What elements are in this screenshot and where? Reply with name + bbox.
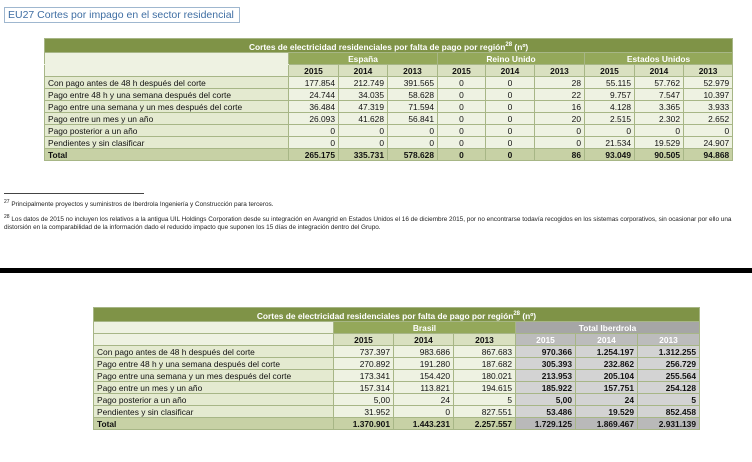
section-heading: EU27 Cortes por impago en el sector residencial xyxy=(4,7,240,23)
cell-value: 256.729 xyxy=(638,358,700,370)
cell-value: 0 xyxy=(585,125,635,137)
table1-year-col-1: 2014 xyxy=(339,65,388,77)
cell-value: 71.594 xyxy=(388,101,438,113)
cell-value: 0 xyxy=(438,77,486,89)
cell-value: 94.868 xyxy=(684,149,733,161)
cell-value: 2.515 xyxy=(585,113,635,125)
cell-value: 970.366 xyxy=(516,346,576,358)
row-label-pago-entre-una-semana-y-un-mes-despues-del-corte: Pago entre una semana y un mes después del corte xyxy=(94,370,334,382)
cell-value: 0 xyxy=(438,125,486,137)
row-label-pago-entre-una-semana-y-un-mes-despues-del-corte: Pago entre una semana y un mes después del corte xyxy=(45,101,289,113)
cell-value: 0 xyxy=(486,125,535,137)
cell-value: 194.615 xyxy=(454,382,516,394)
cell-value: 254.128 xyxy=(638,382,700,394)
cell-value: 1.254.197 xyxy=(576,346,638,358)
cell-value: 5 xyxy=(638,394,700,406)
cell-value: 24 xyxy=(576,394,638,406)
cell-value: 305.393 xyxy=(516,358,576,370)
table-row xyxy=(94,382,700,394)
cell-value: 47.319 xyxy=(339,101,388,113)
row-label-pago-entre-48-h-y-una-semana-despues-del-corte: Pago entre 48 h y una semana después del corte xyxy=(94,358,334,370)
table-row xyxy=(94,394,700,406)
cell-value: 9.757 xyxy=(585,89,635,101)
cell-value: 3.365 xyxy=(635,101,684,113)
row-label-pendientes-y-sin-clasificar: Pendientes y sin clasificar xyxy=(45,137,289,149)
table2-year-col-3: 2015 xyxy=(516,334,576,346)
cell-value: 21.534 xyxy=(585,137,635,149)
cell-value: 0 xyxy=(438,137,486,149)
cell-value: 1.869.467 xyxy=(576,418,638,430)
cell-value: 5,00 xyxy=(334,394,394,406)
cell-value: 34.035 xyxy=(339,89,388,101)
cell-value: 185.922 xyxy=(516,382,576,394)
table2-year-col-2: 2013 xyxy=(454,334,516,346)
cell-value: 0 xyxy=(486,137,535,149)
cell-value: 26.093 xyxy=(289,113,339,125)
cell-value: 0 xyxy=(438,149,486,161)
table-row xyxy=(94,370,700,382)
row-label-pago-entre-48-h-y-una-semana-despues-del-corte: Pago entre 48 h y una semana después del corte xyxy=(45,89,289,101)
table-espana-reino-unido-estados-unidos xyxy=(44,38,733,161)
table1-year-col-7: 2014 xyxy=(635,65,684,77)
cell-value: 0 xyxy=(535,137,585,149)
table1-year-col-3: 2015 xyxy=(438,65,486,77)
cell-value: 1.370.901 xyxy=(334,418,394,430)
cell-value: 24.907 xyxy=(684,137,733,149)
table-brasil-total-iberdrola xyxy=(93,307,700,430)
cell-value: 232.862 xyxy=(576,358,638,370)
row-label-pendientes-y-sin-clasificar: Pendientes y sin clasificar xyxy=(94,406,334,418)
cell-value: 56.841 xyxy=(388,113,438,125)
cell-value: 737.397 xyxy=(334,346,394,358)
cell-value: 52.979 xyxy=(684,77,733,89)
cell-value: 19.529 xyxy=(635,137,684,149)
cell-value: 22 xyxy=(535,89,585,101)
cell-value: 0 xyxy=(438,101,486,113)
row-label-pago-entre-un-mes-y-un-ano: Pago entre un mes y un año xyxy=(94,382,334,394)
row-label-con-pago-antes-de-48-h-despues-del-corte: Con pago antes de 48 h después del corte xyxy=(45,77,289,89)
cell-value: 7.547 xyxy=(635,89,684,101)
cell-value: 827.551 xyxy=(454,406,516,418)
table1-year-col-2: 2013 xyxy=(388,65,438,77)
region-estados-unidos: Estados Unidos xyxy=(585,53,733,65)
table2-year-col-1: 2014 xyxy=(394,334,454,346)
cell-value: 0 xyxy=(535,125,585,137)
cell-value: 31.952 xyxy=(334,406,394,418)
cell-value: 852.458 xyxy=(638,406,700,418)
table1-year-col-8: 2013 xyxy=(684,65,733,77)
table-row xyxy=(45,113,733,125)
cell-value: 53.486 xyxy=(516,406,576,418)
table-row xyxy=(94,406,700,418)
row-label-total: Total xyxy=(94,418,334,430)
cell-value: 24 xyxy=(394,394,454,406)
cell-value: 36.484 xyxy=(289,101,339,113)
region-total-iberdrola: Total Iberdrola xyxy=(516,322,700,334)
cell-value: 0 xyxy=(339,125,388,137)
cell-value: 0 xyxy=(486,101,535,113)
cell-value: 255.564 xyxy=(638,370,700,382)
cell-value: 113.821 xyxy=(394,382,454,394)
cell-value: 1.729.125 xyxy=(516,418,576,430)
cell-value: 20 xyxy=(535,113,585,125)
cell-value: 867.683 xyxy=(454,346,516,358)
cell-value: 270.892 xyxy=(334,358,394,370)
cell-value: 154.420 xyxy=(394,370,454,382)
cell-value: 4.128 xyxy=(585,101,635,113)
cell-value: 86 xyxy=(535,149,585,161)
table2-year-col-5: 2013 xyxy=(638,334,700,346)
table1-year-col-0: 2015 xyxy=(289,65,339,77)
cell-value: 212.749 xyxy=(339,77,388,89)
cell-value: 28 xyxy=(535,77,585,89)
cell-value: 265.175 xyxy=(289,149,339,161)
table-row xyxy=(45,77,733,89)
page-separator xyxy=(0,268,752,273)
cell-value: 0 xyxy=(394,406,454,418)
cell-value: 57.762 xyxy=(635,77,684,89)
table-row xyxy=(45,89,733,101)
cell-value: 0 xyxy=(289,125,339,137)
cell-value: 16 xyxy=(535,101,585,113)
cell-value: 2.652 xyxy=(684,113,733,125)
cell-value: 187.682 xyxy=(454,358,516,370)
table-row xyxy=(45,101,733,113)
region-espana: España xyxy=(289,53,438,65)
cell-value: 391.565 xyxy=(388,77,438,89)
table-row xyxy=(94,358,700,370)
table1-year-col-5: 2013 xyxy=(535,65,585,77)
cell-value: 19.529 xyxy=(576,406,638,418)
footnote-28: $^{28}$ Los datos de 2015 no incluyen los relativos a la antigua UIL Holdings Corporation desde su integración en Avangrid en Estados Unidos el 16 de diciembre 2015, por no encontrarse todavía recogidos en los sistemas corporativos, sin ocasionar por ello una distorsión en la comparabilidad de la información dado el reducido impacto que suponen los 15 días de integración dentro del Grupo. xyxy=(4,213,732,232)
footnote-rule xyxy=(4,193,144,194)
cell-value: 24.744 xyxy=(289,89,339,101)
table2-year-col-0: 2015 xyxy=(334,334,394,346)
table-row xyxy=(45,125,733,137)
cell-value: 1.443.231 xyxy=(394,418,454,430)
region-reino-unido: Reino Unido xyxy=(438,53,585,65)
table-row xyxy=(94,346,700,358)
cell-value: 2.302 xyxy=(635,113,684,125)
cell-value: 55.115 xyxy=(585,77,635,89)
cell-value: 578.628 xyxy=(388,149,438,161)
cell-value: 0 xyxy=(438,89,486,101)
cell-value: 41.628 xyxy=(339,113,388,125)
row-label-pago-posterior-a-un-ano: Pago posterior a un año xyxy=(45,125,289,137)
table1-year-col-6: 2015 xyxy=(585,65,635,77)
cell-value: 0 xyxy=(388,137,438,149)
table2-year-col-4: 2014 xyxy=(576,334,638,346)
cell-value: 177.854 xyxy=(289,77,339,89)
cell-value: 90.505 xyxy=(635,149,684,161)
cell-value: 0 xyxy=(486,113,535,125)
cell-value: 0 xyxy=(635,125,684,137)
cell-value: 335.731 xyxy=(339,149,388,161)
cell-value: 205.104 xyxy=(576,370,638,382)
cell-value: 0 xyxy=(438,113,486,125)
table2-title: Cortes de electricidad residenciales por falta de pago por región$^{28}$ (nº) xyxy=(94,308,700,322)
row-label-con-pago-antes-de-48-h-despues-del-corte: Con pago antes de 48 h después del corte xyxy=(94,346,334,358)
cell-value: 0 xyxy=(289,137,339,149)
cell-value: 1.312.255 xyxy=(638,346,700,358)
table-row xyxy=(45,137,733,149)
cell-value: 0 xyxy=(486,149,535,161)
cell-value: 0 xyxy=(339,137,388,149)
row-label-pago-posterior-a-un-ano: Pago posterior a un año xyxy=(94,394,334,406)
cell-value: 10.397 xyxy=(684,89,733,101)
cell-value: 157.314 xyxy=(334,382,394,394)
cell-value: 5 xyxy=(454,394,516,406)
cell-value: 0 xyxy=(486,89,535,101)
cell-value: 0 xyxy=(684,125,733,137)
region-brasil: Brasil xyxy=(334,322,516,334)
cell-value: 0 xyxy=(388,125,438,137)
footnote-27: $^{27}$ Principalmente proyectos y suministros de Iberdrola Ingeniería y Construcción para terceros. xyxy=(4,199,274,209)
total-row xyxy=(94,418,700,430)
cell-value: 2.931.139 xyxy=(638,418,700,430)
cell-value: 191.280 xyxy=(394,358,454,370)
cell-value: 0 xyxy=(486,77,535,89)
cell-value: 3.933 xyxy=(684,101,733,113)
cell-value: 173.341 xyxy=(334,370,394,382)
table1-year-col-4: 2014 xyxy=(486,65,535,77)
cell-value: 58.628 xyxy=(388,89,438,101)
cell-value: 5,00 xyxy=(516,394,576,406)
cell-value: 180.021 xyxy=(454,370,516,382)
row-label-pago-entre-un-mes-y-un-ano: Pago entre un mes y un año xyxy=(45,113,289,125)
row-label-total: Total xyxy=(45,149,289,161)
cell-value: 2.257.557 xyxy=(454,418,516,430)
cell-value: 983.686 xyxy=(394,346,454,358)
cell-value: 93.049 xyxy=(585,149,635,161)
cell-value: 157.751 xyxy=(576,382,638,394)
cell-value: 213.953 xyxy=(516,370,576,382)
table1-title: Cortes de electricidad residenciales por falta de pago por región$^{28}$ (nº) xyxy=(45,39,733,53)
total-row xyxy=(45,149,733,161)
footnotes xyxy=(4,198,748,236)
